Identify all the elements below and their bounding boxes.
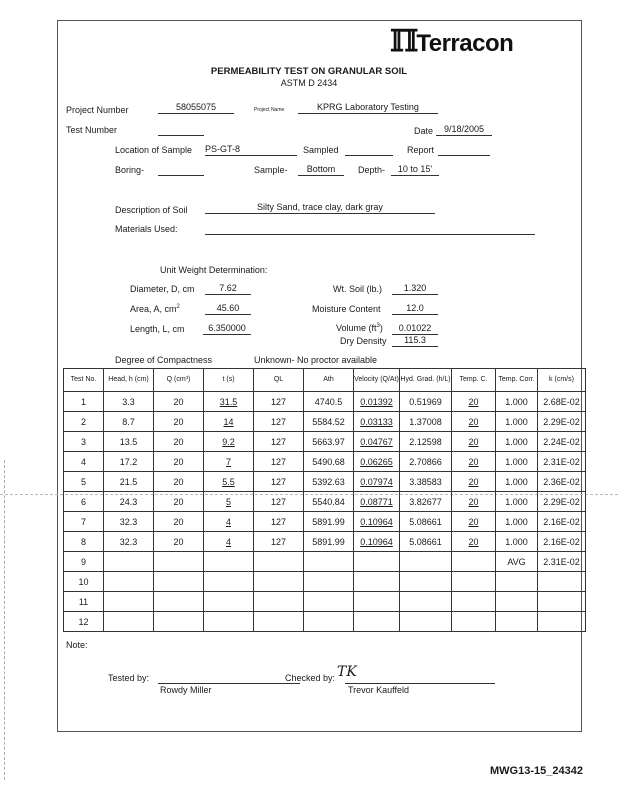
table-cell: 4740.5 (304, 392, 354, 412)
note-label: Note: (66, 640, 88, 650)
table-cell: 2.16E-02 (538, 512, 586, 532)
table-cell: 0.03133 (354, 412, 400, 432)
table-cell: 127 (254, 492, 304, 512)
table-cell: AVG (496, 552, 538, 572)
project-number-label: Project Number (66, 105, 129, 115)
table-cell: 8 (64, 532, 104, 552)
table-row (64, 452, 586, 472)
table-cell (452, 572, 496, 592)
volume-label: Volume $(ft^3)$ (336, 323, 383, 333)
table-cell: 20 (452, 412, 496, 432)
column-header: Q (cm³) (154, 369, 204, 392)
table-cell (204, 552, 254, 572)
test-number-value (158, 124, 204, 136)
table-row (64, 552, 586, 572)
area-label-text: Area, A, cm (130, 304, 177, 314)
table-cell (400, 592, 452, 612)
column-header: k (cm/s) (538, 369, 586, 392)
column-header: Test No. (64, 369, 104, 392)
table-cell (354, 612, 400, 632)
sample-label: Sample- (254, 165, 288, 175)
diameter-value: 7.62 (205, 283, 251, 295)
table-cell: 0.51969 (400, 392, 452, 412)
volume-label-text: Volume (ft (336, 323, 377, 333)
table-cell (254, 572, 304, 592)
table-cell (254, 592, 304, 612)
table-cell: 9 (64, 552, 104, 572)
table-cell (354, 572, 400, 592)
table-cell: 20 (452, 472, 496, 492)
soil-description-label: Description of Soil (115, 205, 188, 215)
table-cell: 0.10964 (354, 512, 400, 532)
table-cell: 5891.99 (304, 532, 354, 552)
table-cell: 32.3 (104, 532, 154, 552)
boring-value (158, 164, 204, 176)
table-cell: 0.08771 (354, 492, 400, 512)
table-cell (538, 572, 586, 592)
company-logo (390, 24, 513, 59)
dry-density-value: 115.3 (392, 335, 438, 347)
table-cell: 9.2 (204, 432, 254, 452)
table-cell (304, 552, 354, 572)
table-cell (496, 612, 538, 632)
table-cell: 1.000 (496, 472, 538, 492)
table-cell: 3.82677 (400, 492, 452, 512)
length-value: 6.350000 (203, 323, 251, 335)
table-cell: 1.000 (496, 452, 538, 472)
table-cell: 4 (204, 512, 254, 532)
sample-value: Bottom (298, 164, 344, 176)
table-cell: 1.000 (496, 512, 538, 532)
table-cell: 12 (64, 612, 104, 632)
table-row (64, 512, 586, 532)
table-cell: 14 (204, 412, 254, 432)
compactness-label: Degree of Compactness (115, 355, 213, 365)
table-cell: 2.68E-02 (538, 392, 586, 412)
table-cell: 5 (64, 472, 104, 492)
table-cell (304, 572, 354, 592)
table-cell (104, 572, 154, 592)
test-number-label: Test Number (66, 125, 118, 135)
table-cell: 5584.52 (304, 412, 354, 432)
table-cell: 20 (452, 432, 496, 452)
table-cell: 127 (254, 452, 304, 472)
table-cell (154, 612, 204, 632)
wt-soil-label: Wt. Soil (lb.) (333, 284, 383, 294)
company-name: Terracon (416, 30, 514, 57)
volume-value: 0.01022 (392, 323, 438, 335)
table-cell (304, 592, 354, 612)
table-cell: 1.000 (496, 412, 538, 432)
table-cell: 0.07974 (354, 472, 400, 492)
area-label: Area, A, $cm^2$ (130, 304, 180, 314)
table-cell (452, 612, 496, 632)
table-body (64, 392, 586, 632)
table-cell: 11 (64, 592, 104, 612)
table-cell (154, 552, 204, 572)
table-cell: 20 (154, 472, 204, 492)
sampled-value (345, 144, 393, 156)
table-cell: 20 (154, 492, 204, 512)
table-cell: 127 (254, 432, 304, 452)
table-cell (354, 592, 400, 612)
table-cell (204, 592, 254, 612)
table-cell: 8.7 (104, 412, 154, 432)
table-cell: 2.24E-02 (538, 432, 586, 452)
length-label: Length, L, cm (130, 324, 185, 334)
moisture-content-value: 12.0 (392, 303, 438, 315)
table-cell: 13.5 (104, 432, 154, 452)
tested-by-label: Tested by: (108, 673, 150, 683)
form-title: PERMEABILITY TEST ON GRANULAR SOIL (210, 66, 408, 77)
project-name-value: KPRG Laboratory Testing (298, 102, 438, 114)
materials-used-label: Materials Used: (115, 224, 178, 234)
table-cell: 0.10964 (354, 532, 400, 552)
location-label: Location of Sample (115, 145, 193, 155)
boring-label: Boring- (115, 165, 145, 175)
table-cell: 3.38583 (400, 472, 452, 492)
location-value: PS-GT-8 (205, 144, 297, 156)
scan-artifact-line (4, 460, 5, 780)
depth-label: Depth- (358, 165, 386, 175)
depth-value: 10 to 15' (391, 164, 439, 176)
table-cell: 5.08661 (400, 512, 452, 532)
table-cell (104, 612, 154, 632)
table-cell (496, 592, 538, 612)
table-cell (538, 592, 586, 612)
table-row (64, 392, 586, 412)
table-cell: 5891.99 (304, 512, 354, 532)
table-cell: 20 (452, 532, 496, 552)
table-cell: 20 (154, 452, 204, 472)
table-row (64, 432, 586, 452)
table-cell: 20 (154, 512, 204, 532)
table-cell (452, 552, 496, 572)
table-cell: 1.000 (496, 532, 538, 552)
table-cell: 20 (154, 412, 204, 432)
table-cell: 3 (64, 432, 104, 452)
table-cell: 127 (254, 472, 304, 492)
table-cell: 5540.84 (304, 492, 354, 512)
table-row (64, 592, 586, 612)
table-cell: 31.5 (204, 392, 254, 412)
table-cell: 21.5 (104, 472, 154, 492)
table-cell: 2.29E-02 (538, 412, 586, 432)
column-header: Head, h (cm) (104, 369, 154, 392)
table-cell (154, 592, 204, 612)
tested-by-line (158, 683, 300, 684)
table-cell: 1.000 (496, 492, 538, 512)
materials-used-value (205, 223, 535, 235)
table-cell: 20 (154, 392, 204, 412)
table-cell: 1.000 (496, 392, 538, 412)
table-cell (354, 552, 400, 572)
table-cell: 1.37008 (400, 412, 452, 432)
table-cell: 1 (64, 392, 104, 412)
wt-soil-value: 1.320 (392, 283, 438, 295)
column-header: Hyd. Grad. (h/L) (400, 369, 452, 392)
table-row (64, 412, 586, 432)
column-header: QL (254, 369, 304, 392)
table-cell (538, 612, 586, 632)
column-header: t (s) (204, 369, 254, 392)
table-cell: 7 (64, 512, 104, 532)
table-cell: 20 (154, 532, 204, 552)
table-cell: 5 (204, 492, 254, 512)
table-cell (204, 612, 254, 632)
tested-by-name: Rowdy Miller (160, 685, 212, 695)
table-cell: 2.29E-02 (538, 492, 586, 512)
table-cell (400, 612, 452, 632)
table-cell: 3.3 (104, 392, 154, 412)
table-cell: 0.04767 (354, 432, 400, 452)
checked-by-name: Trevor Kauffeld (348, 685, 410, 695)
table-cell: 127 (254, 532, 304, 552)
table-cell (400, 552, 452, 572)
table-cell: 4 (64, 452, 104, 472)
table-cell: 20 (452, 392, 496, 412)
table-cell: 7 (204, 452, 254, 472)
table-cell: 20 (452, 452, 496, 472)
report-value (438, 144, 490, 156)
table-cell: 127 (254, 392, 304, 412)
table-cell: 32.3 (104, 512, 154, 532)
table-cell: 2.16E-02 (538, 532, 586, 552)
table-cell: 1.000 (496, 432, 538, 452)
table-row (64, 612, 586, 632)
column-header: Ath (304, 369, 354, 392)
table-cell: 20 (452, 492, 496, 512)
table-cell: 5.5 (204, 472, 254, 492)
table-row (64, 492, 586, 512)
form-standard: ASTM D 2434 (280, 78, 338, 88)
table-cell (254, 552, 304, 572)
table-cell: 2.12598 (400, 432, 452, 452)
table-cell (104, 592, 154, 612)
date-label: Date (414, 126, 434, 136)
table-cell (452, 592, 496, 612)
permeability-table (63, 368, 586, 632)
table-cell (400, 572, 452, 592)
table-cell: 127 (254, 512, 304, 532)
column-header: Velocity (Q/At) (354, 369, 400, 392)
column-header: Temp. Corr. (496, 369, 538, 392)
date-value: 9/18/2005 (436, 124, 492, 136)
checked-by-signature: TK (337, 664, 357, 680)
checked-by-line (345, 683, 495, 684)
table-cell: 2 (64, 412, 104, 432)
dry-density-label: Dry Density (340, 336, 387, 346)
table-cell (154, 572, 204, 592)
compactness-value: Unknown- No proctor available (254, 355, 378, 365)
project-name-label: Project Name (254, 107, 285, 113)
table-cell: 5490.68 (304, 452, 354, 472)
table-cell (304, 612, 354, 632)
table-cell: 5663.97 (304, 432, 354, 452)
table-cell (496, 572, 538, 592)
table-cell: 4 (204, 532, 254, 552)
table-cell: 2.31E-02 (538, 452, 586, 472)
table-cell: 20 (452, 512, 496, 532)
table-header-row (64, 369, 586, 392)
table-cell: 10 (64, 572, 104, 592)
column-header: Temp. C. (452, 369, 496, 392)
table-cell: 5.08661 (400, 532, 452, 552)
table-cell: 2.36E-02 (538, 472, 586, 492)
table-cell: 127 (254, 412, 304, 432)
diameter-label: Diameter, D, cm (130, 284, 195, 294)
report-label: Report (407, 145, 435, 155)
table-cell: 24.3 (104, 492, 154, 512)
project-number-value: 58055075 (158, 102, 234, 114)
checked-by-label: Checked by: (285, 673, 336, 683)
table-cell: 20 (154, 432, 204, 452)
table-cell: 2.70866 (400, 452, 452, 472)
table-row (64, 532, 586, 552)
moisture-content-label: Moisture Content (312, 304, 381, 314)
table-cell (254, 612, 304, 632)
unit-weight-heading: Unit Weight Determination: (160, 265, 268, 275)
table-row (64, 572, 586, 592)
soil-description-value: Silty Sand, trace clay, dark gray (205, 202, 435, 214)
table-cell: 2.31E-02 (538, 552, 586, 572)
document-id: MWG13-15_24342 (490, 765, 583, 777)
table-cell: 0.06265 (354, 452, 400, 472)
table-cell: 5392.63 (304, 472, 354, 492)
table-cell: 0.01392 (354, 392, 400, 412)
table-cell (204, 572, 254, 592)
logo-mark-icon: ℿ (390, 24, 413, 59)
table-cell: 6 (64, 492, 104, 512)
table-row (64, 472, 586, 492)
area-value: 45.60 (205, 303, 251, 315)
table-cell: 17.2 (104, 452, 154, 472)
sampled-label: Sampled (303, 145, 339, 155)
table-cell (104, 552, 154, 572)
